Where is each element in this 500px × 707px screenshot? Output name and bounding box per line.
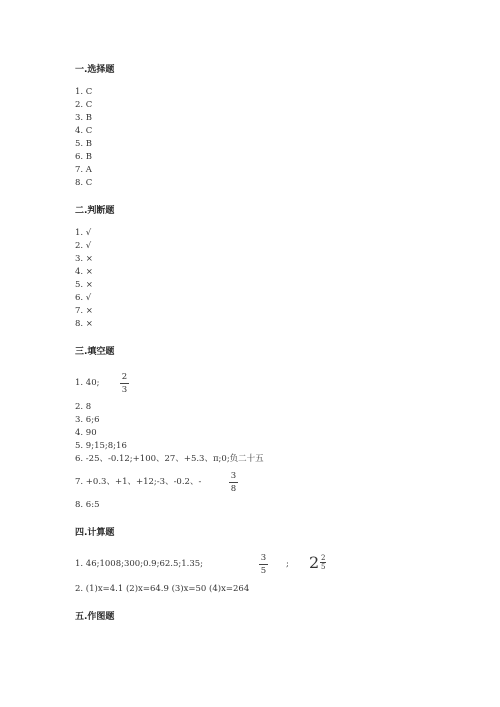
answer-line: 2. (1)x=4.1 (2)x=64.9 (3)x=50 (4)x=264 — [75, 584, 250, 594]
mixed-number — [309, 554, 326, 571]
list-item: 2. C — [75, 100, 93, 110]
list-item: 4. C — [75, 126, 93, 136]
list-item: 3. B — [75, 113, 93, 123]
list-item: 5. B — [75, 139, 93, 149]
fraction-numerator: 3 — [230, 471, 237, 481]
fraction-numerator: 3 — [260, 553, 267, 563]
section-title-choice: 一.选择题 — [75, 65, 115, 75]
separator: ; — [286, 559, 289, 569]
answer-line: 5. 9;15;8;16 — [75, 441, 127, 451]
answer-line: 4. 90 — [75, 428, 97, 438]
fraction — [259, 553, 268, 576]
fraction-denominator: 8 — [230, 484, 237, 494]
list-item: 8. C — [75, 178, 93, 188]
answer-line: 2. 8 — [75, 402, 92, 412]
list-item: 7. × — [75, 306, 93, 316]
fraction-bar — [229, 482, 238, 483]
fraction-bar — [259, 564, 268, 565]
section-title-judge: 二.判断题 — [75, 206, 115, 216]
list-item: 4. × — [75, 267, 93, 277]
list-item: 1. C — [75, 87, 93, 97]
answer-line: 1. 40; — [75, 378, 100, 388]
fraction-numerator: 2 — [320, 554, 326, 562]
fraction-denominator: 3 — [121, 385, 128, 395]
fraction — [229, 471, 238, 494]
list-item: 1. √ — [75, 228, 92, 238]
fraction — [120, 372, 129, 395]
mixed-number-whole: 2 — [309, 552, 320, 572]
list-item: 3. × — [75, 254, 93, 264]
mixed-number-fraction — [320, 554, 326, 571]
section-title-fill: 三.填空题 — [75, 347, 115, 357]
fraction-denominator: 5 — [260, 566, 267, 576]
fraction-denominator: 5 — [320, 563, 326, 571]
list-item: 7. A — [75, 165, 92, 175]
section-title-calc: 四.计算题 — [75, 528, 115, 538]
answer-line: 3. 6;6 — [75, 415, 100, 425]
fraction-bar — [120, 383, 129, 384]
fraction-numerator: 2 — [121, 372, 128, 382]
list-item: 6. √ — [75, 293, 92, 303]
answer-line: 7. +0.3、+1、+12;-3、-0.2、- — [75, 477, 202, 487]
answer-line: 6. -25、-0.12;+100、27、+5.3、π;0;负二十五 — [75, 454, 264, 464]
list-item: 5. × — [75, 280, 93, 290]
answer-line: 8. 6:5 — [75, 500, 100, 510]
list-item: 8. × — [75, 319, 93, 329]
list-item: 6. B — [75, 152, 93, 162]
section-title-draw: 五.作图题 — [75, 612, 115, 622]
list-item: 2. √ — [75, 241, 92, 251]
answer-line: 1. 46;1008;300;0.9;62.5;1.35; — [75, 559, 204, 569]
